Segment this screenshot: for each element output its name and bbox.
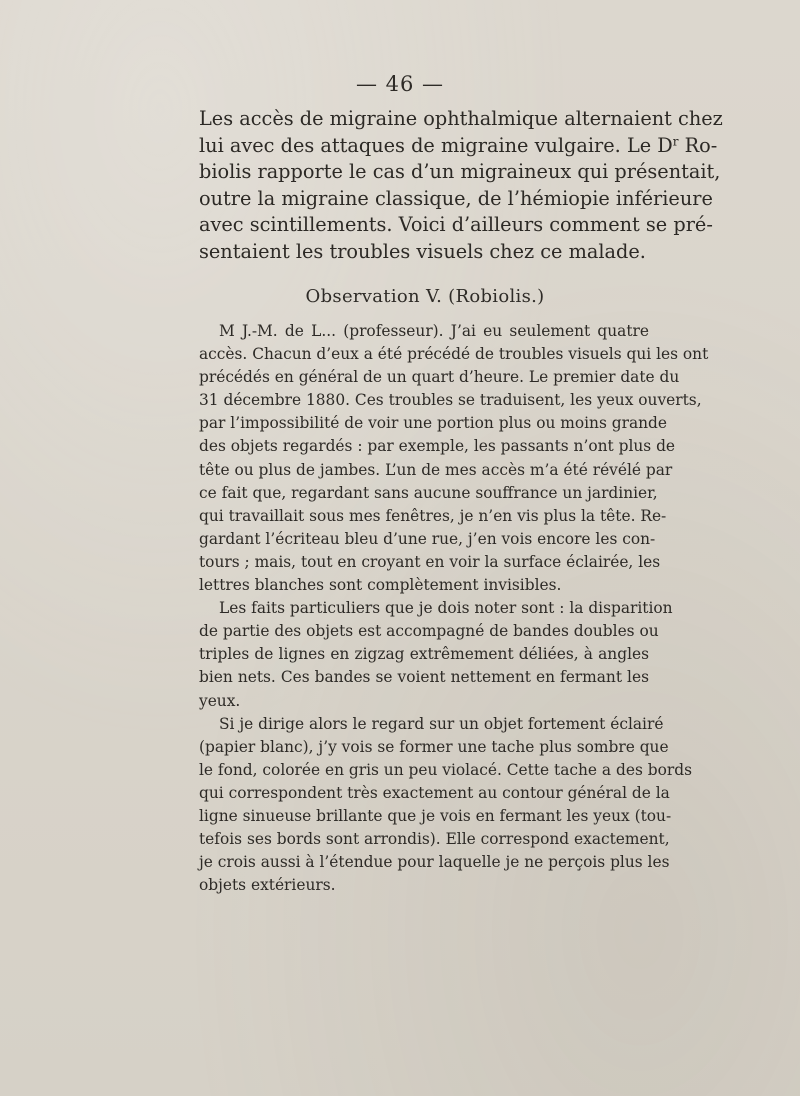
- text-line: par l’impossibilité de voir une portion plus ou moins grande: [199, 414, 668, 433]
- intro-paragraph: [199, 106, 723, 266]
- text-line: tête ou plus de jambes. L’un de mes accès m’a été révélé par: [199, 460, 673, 479]
- text-line: tours ; mais, tout en croyant en voir la surface éclairée, les: [199, 552, 661, 571]
- text-line: sentaient les troubles visuels chez ce malade.: [199, 239, 646, 263]
- text-line: qui correspondent très exactement au contour général de la: [199, 783, 670, 802]
- page-number: — 46 —: [355, 72, 445, 96]
- text-line: je crois aussi à l’étendue pour laquelle je ne perçois plus les: [199, 853, 670, 872]
- text-line: M J.-M. de L... (professeur). J’ai eu seulement quatre: [219, 322, 649, 340]
- text-line: qui travaillait sous mes fenêtres, je n’en vis plus la tête. Re-: [199, 506, 667, 525]
- text-line: tefois ses bords sont arrondis). Elle correspond exactement,: [199, 830, 670, 849]
- text-line: triples de lignes en zigzag extrêmement déliées, à angles: [199, 645, 649, 664]
- text-line: Si je dirige alors le regard sur un objet fortement éclairé: [219, 714, 664, 733]
- superscript: r: [672, 134, 679, 149]
- text-line: bien nets. Ces bandes se voient nettement en fermant les: [199, 668, 649, 687]
- text-line: avec scintillements. Voici d’ailleurs comment se pré-: [199, 213, 713, 237]
- observation-heading: Observation V. (Robiolis.): [305, 286, 545, 307]
- text-line: objets extérieurs.: [199, 876, 336, 895]
- text-line: Les faits particuliers que je dois noter sont : la disparition: [219, 599, 673, 618]
- text-line: lettres blanches sont complètement invisibles.: [199, 576, 562, 595]
- text-line: gardant l’écriteau bleu d’une rue, j’en vois encore les con-: [199, 529, 656, 548]
- text-line: outre la migraine classique, de l’hémiopie inférieure: [199, 186, 713, 210]
- text-line: accès. Chacun d’eux a été précédé de troubles visuels qui les ont: [199, 345, 709, 364]
- text-line: ligne sinueuse brillante que je vois en fermant les yeux (tou-: [199, 806, 672, 825]
- text-line: de partie des objets est accompagné de bandes doubles ou: [199, 622, 659, 641]
- text-line: 31 décembre 1880. Ces troubles se traduisent, les yeux ouverts,: [199, 391, 702, 410]
- text-line: des objets regardés : par exemple, les passants n’ont plus de: [199, 437, 676, 456]
- text-segment: Ro-: [678, 133, 718, 157]
- text-line: précédés en général de un quart d’heure. Le premier date du: [199, 368, 680, 387]
- text-line: le fond, colorée en gris un peu violacé. Cette tache a des bords: [199, 760, 692, 779]
- text-line: yeux.: [199, 691, 241, 710]
- text-line: Les accès de migraine ophthalmique alternaient chez: [199, 107, 723, 130]
- text-line: ce fait que, regardant sans aucune souffrance un jardinier,: [199, 483, 658, 502]
- text-segment: lui avec des attaques de migraine vulgaire. Le D: [199, 133, 673, 157]
- text-line: biolis rapporte le cas d’un migraineux qui présentait,: [199, 160, 721, 184]
- text-line: (papier blanc), j’y vois se former une tache plus sombre que: [199, 737, 669, 756]
- text-line-with-title: [199, 133, 718, 160]
- observation-text: [199, 320, 709, 897]
